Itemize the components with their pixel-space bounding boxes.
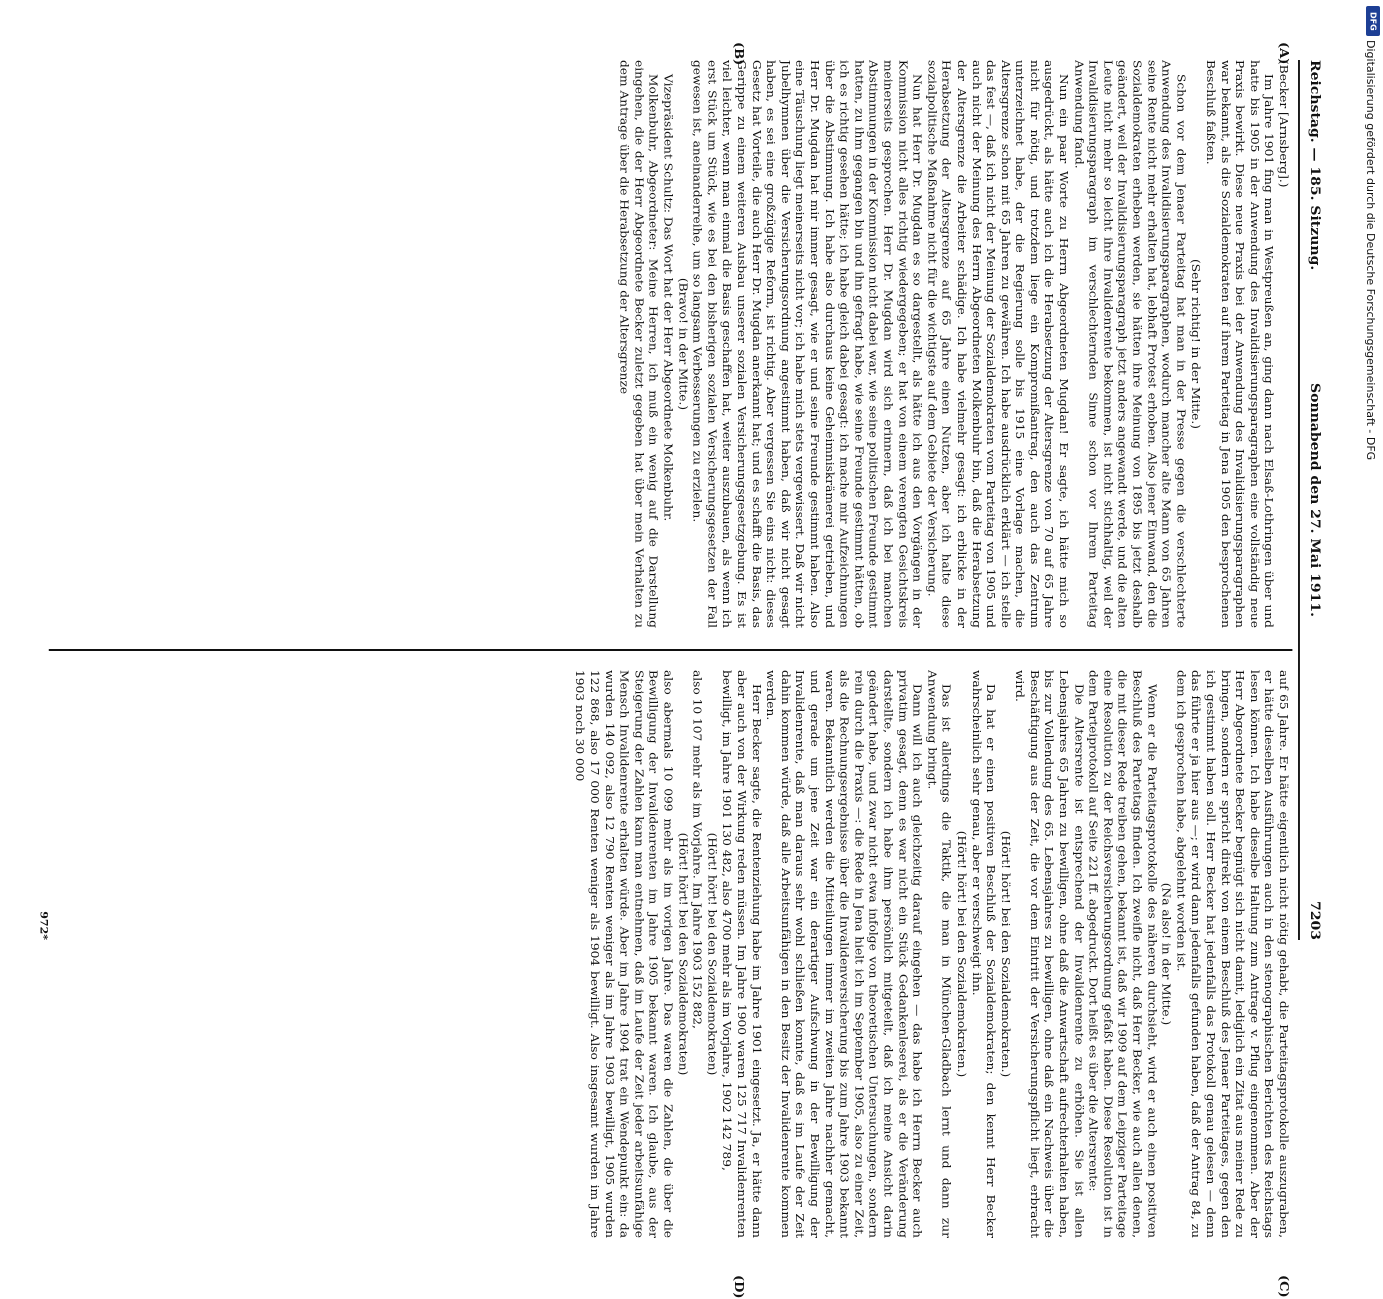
paragraph: auf 65 Jahre. Er hätte eigentlich nicht nötig gehabt, die Parteitagsprotokolle auszugraben, er hätte dieselben Ausführungen auch in den stenographischen Berichten des Reichstags lesen können. Ich habe dieselbe Haltung zum Antrage v. Pflug eingenommen. Aber der Herr Abgeordnete Becker begnügt sich nicht damit, lediglich ein Zitat aus meiner Rede zu bringen, sondern er spricht direkt von einem Beschluß des Jenaer Parteitages, gegen den ich gestimmt haben soll. Herr Becker hat jedenfalls das Protokoll genau gelesen — denn das führte er ja hier aus —; er wird dann jedenfalls gefunden haben, daß der Antrag 84, zu dem ich gesprochen habe, abgelehnt worden ist. (1174, 670, 1291, 1238)
dfg-logo: DFG (1366, 6, 1380, 36)
right-text-column (49, 670, 1291, 1238)
paragraph: Wenn er die Parteitagsprotokolle des näheren durchsieht, wird er auch einen positiven Beschluß des Parteitags finden. Ich zweifle nicht, daß Herr Becker, wie auch allen denen, die mit dieser Rede treiben gehen, bekannt ist, daß wir 1909 auf dem Leipziger Parteitage eine Resolution zu der Reichsversicherungsordnung gefaßt haben. Diese Resolution ist in dem Parteiprotokoll auf Seite 221 ff. abgedruckt. Dort heißt es über die Altersrente: (1086, 670, 1159, 1238)
paragraph: Nun ein paar Worte zu Herrn Abgeordneten Mugdan! Er sagte, ich hätte mich so ausgedrückt, als hätte auch ich die Herabsetzung der Altersgrenze von 70 auf 65 Jahre nicht für nötig, und trotzdem liege ein Kompromißantrag, den auch das Zentrum unterzeichnet habe, der die Regierung solle bis 1915 eine Vorlage machen, die Altersgrenze schon mit 65 Jahren zu gewähren. Ich habe ausdrücklich erklärt — ich stelle das fest —, daß ich nicht der Meinung der Sozialdemokraten vom Parteitag von 1905 und auch nicht der Meinung des Herrn Abgeordneten Molkenbuhr bin, daß die Herabsetzung der Altersgrenze die Arbeiter schädige. Ich habe vielmehr gesagt: ich erblicke in der Herabsetzung der Altersgrenze auf 65 Jahre einen Nutzen, aber ich halte diese sozialpolitische Maßnahme nicht für die wichtigste auf dem Gebiete der Versicherung. (925, 60, 1071, 628)
header-rule (1298, 60, 1300, 940)
page-number: 7203 (1307, 901, 1323, 940)
digitization-credit: Digitalisierung gefördert durch die Deutsche Forschungsgemeinschaft - DFG (1364, 40, 1377, 461)
paragraph: also 10 107 mehr als im Vorjahre. Im Jahre 1903 152 882, (691, 670, 705, 1029)
paragraph: Im Jahre 1901 fing man in Westpreußen an, ging dann nach Elsaß-Lothringen über und hatte bis 1905 in der Anwendung des Invalidisierungsparagraphen eine vollständig neue Praxis bewirkt. Diese neue Praxis bei der Anwendung des Invalidisierungsparagraphen war bekannt, als die Sozialdemokraten auf ihrem Parteitag in Jena 1905 den besprochenen Beschluß faßten. (1204, 60, 1276, 628)
paragraph: (Bravo! in der Mitte.) (676, 277, 690, 411)
paragraph: (Hört! hört! bei den Sozialdemokraten.) (998, 830, 1013, 1078)
paragraph: Molkenbuhr, Abgeordneter: Meine Herren, ich muß ein wenig auf die Darstellung eingehen, die der Herr Abgeordnete Becker zuletzt gegeben hat über mein Verhalten zu dem Antrage über die Herabsetzung der Altersgrenze (617, 60, 661, 628)
header-center: Sonnabend den 27. Mai 1911. (1307, 383, 1323, 617)
margin-marker-d: (D) (731, 1275, 746, 1299)
paragraph: Schon vor dem Jenaer Parteitag hat man in der Presse gegen die verschlechterte Anwendung des Invalidisierungsparagraphen, wodurch mancher alte Mann von 65 Jahren seine Rente nicht mehr erhalten hat, lebhaft Protest erhoben. Also jener Einwand, den die Sozialdemokraten erheben werden, sie hätten ihre Meinung von 1895 bis jetzt deshalb geändert, weil der Invalidisierungsparagraph jetzt anders angewandt werde, und die alten Leute nicht mehr so leicht ihre Invalidenrente bekommen, ist nicht stichhaltig, weil der Invalidisierungsparagraph im verschlechternden Sinne schon vor Ihrem Parteitag Anwendung fand. (1072, 60, 1188, 628)
header-left: Reichstag. — 185. Sitzung. (1307, 60, 1323, 271)
paragraph: also abermals 10 099 mehr als im vorigen Jahre. Das waren die Zahlen, die über die Bewilligung der Invalidenrenten im Jahre 1905 bekannt waren. Ich glaube, aus der Steigerung der Zahlen kann man entnehmen, daß im Laufe der Zeit jeder arbeitsunfähige Mensch Invalidenrente erhalten würde. Aber im Jahre 1904 trat ein Wendepunkt ein: da wurden 140 092, also 12 790 Renten weniger als im Jahre 1903 bewilligt, 1905 wurden 122 868, also 17 000 Renten weniger als 1904 bewilligt. Also insgesamt wurden im Jahre 1903 noch 30 000 (573, 670, 675, 1238)
signature-mark: 972* (37, 911, 50, 940)
paragraph: Herr Becker sagte, die Rentenziehung habe im Jahre 1901 eingesetzt. Ja, er hätte dann aber auch von der Wirkung reden müssen. Im Jahre 1900 waren 125 717 Invalidenrenten bewilligt, im Jahre 1901 130 482, also 4700 mehr als im Vorjahre, 1902 142 789, (720, 670, 763, 1238)
left-text-column (49, 60, 1291, 628)
paragraph: (Becker [Arnsberg].) (1277, 60, 1291, 188)
margin-marker-b: (B) (731, 42, 746, 66)
paragraph: (Sehr richtig! in der Mitte.) (1189, 259, 1203, 429)
margin-marker-c: (C) (1276, 1275, 1291, 1298)
paragraph: (Na also! in der Mitte.) (1160, 882, 1174, 1026)
page-header (1302, 60, 1323, 940)
rotated-page (30, 30, 1330, 1299)
paragraph: (Hört! hört! bei den Sozialdemokraten) (705, 832, 719, 1076)
paragraph: Da hat er einen positiven Beschluß der Sozialdemokraten; den kennt Herr Becker wahrscheinlich sehr genau, aber er verschweigt ihn. (969, 670, 998, 1238)
column-divider (49, 649, 1293, 651)
paragraph: Das ist allerdings die Taktik, die man in München-Gladbach lernt und dann zur Anwendung bringt. (925, 670, 954, 1238)
paragraph: Dann will ich auch gleichzeitig darauf eingehen — das habe ich Herrn Becker auch privatim gesagt, denn es war nicht ein Stück Gedankenleserei, als er die Veränderung darstellte, sondern ich habe ihm persönlich mitgeteilt, daß ich meine Ansicht darin geändert habe, und zwar nicht etwa infolge von theoretischen Untersuchungen, sondern rein durch die Praxis —: die Rede in Jena hielt ich im September 1905, also zu einer Zeit, als die Rechnungsergebnisse über die Invalidenversicherung bis zum Jahre 1903 bekannt waren. Bekanntlich werden die Mitteilungen immer im zweiten Jahre nachher gemacht, und gerade um jene Zeit war ein derartiger Aufschwung in der Bewilligung der Invalidenrente, daß man daraus sehr wohl schließen konnte, daß es im Laufe der Zeit dahin kommen würde, daß alle Arbeitsunfähigen in den Besitz der Invalidenrente kommen werden. (764, 670, 925, 1238)
paragraph: (Hört! hört! bei den Sozialdemokraten) (676, 832, 690, 1076)
paragraph: (Hört! hört! bei den Sozialdemokraten.) (954, 830, 969, 1078)
margin-marker-a: (A) (1276, 42, 1291, 65)
document-page (30, 30, 1330, 1299)
paragraph: Vizepräsident Schultz: Das Wort hat der Herr Abgeordnete Molkenbuhr. (661, 74, 675, 522)
paragraph: Nun hat Herr Dr. Mugdan es so dargestellt, als hätte ich aus den Vorgängen in der Kommission nicht alles richtig wiedergegeben; er hat von einem verengten Gesichtskreis meinerseits gesprochen. Herr Dr. Mugdan wird sich erinnern, daß ich bei manchen Abstimmungen in der Kommission nicht dabei war, wie seine politischen Freunde gestimmt hatten, zu ihm gegangen bin und ihn gefragt habe, wie seine Freunde gestimmt hätten, ob ich es richtig gesehen hätte; ich habe gleich dabei gesagt: ich mache mir Aufzeichnungen über die Abstimmung. Ich habe also durchaus keine Geheimniskrämerei getrieben, und Herr Dr. Mugdan hat mir immer gesagt, wie er und seine Freunde gestimmt haben. Also eine Täuschung liegt meinerseits nicht vor; ich habe mich stets vergewissert. Daß wir nicht Jubelhymnen über die Versicherungsordnung angestimmt haben, daß wir nicht gesagt haben, es sei eine großzügige Reform, ist richtig. Aber vergessen Sie eins nicht: dieses Gesetz hat Vorteile, die auch Herr Dr. Mugdan anerkannt hat; und es schafft die Basis, das Gerippe zu einem weiteren Ausbau unserer sozialen Versicherungsgesetzgebung. Es ist viel leichter, wenn man einmal die Basis geschaffen hat, weiter auszubauen, als wenn ich erst Stück um Stück, wie es bei den bisherigen sozialen Versicherungsgesetzen der Fall gewesen ist, aneinanderreihe, um so langsam Verbesserungen zu erzielen. (691, 60, 925, 628)
paragraph: Die Altersrente ist entsprechend der Invalidenrente zu erhöhen. Sie ist allen Lebensjahres 65 Jahren zu bewilligen, ohne daß die Anwartschaft aufrechterhalten haben, bis zur Vollendung des 65. Lebensjahres zu bewilligen, ohne daß ein Nachweis über die Beschäftigung aus der Zeit, die vor dem Eintritt der Versicherungspflicht liegt, erbracht wird. (1013, 670, 1086, 1238)
